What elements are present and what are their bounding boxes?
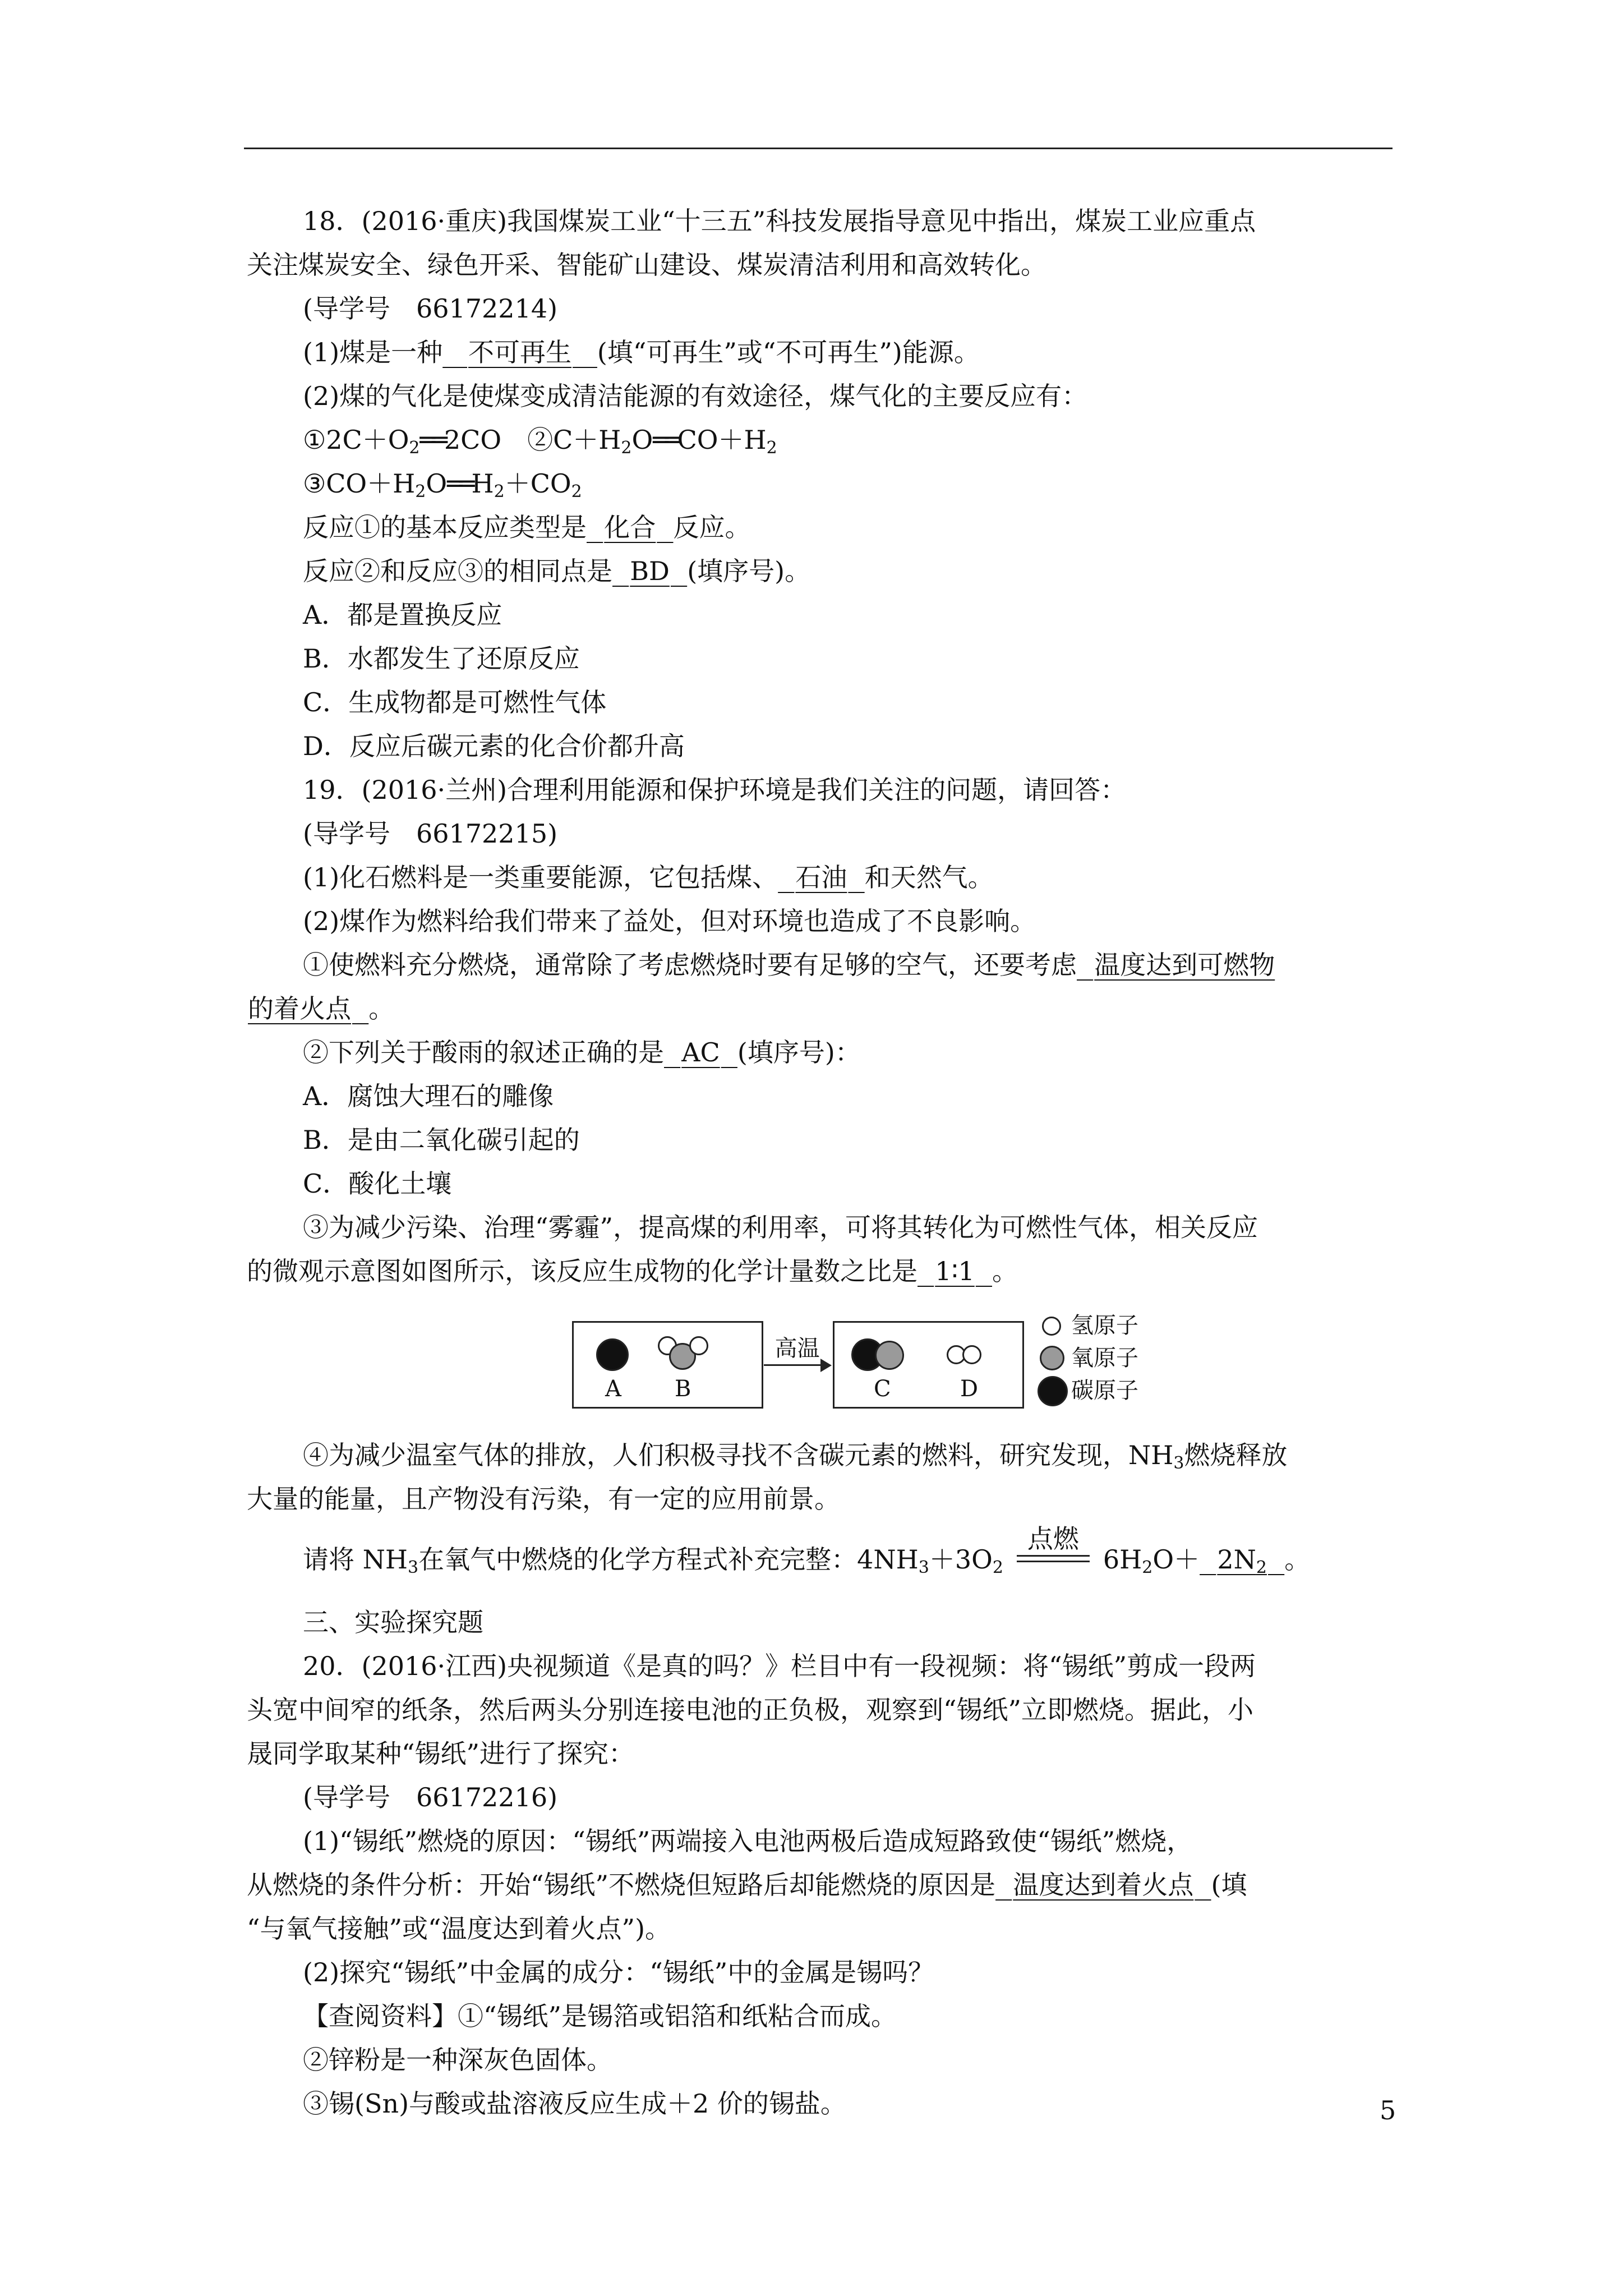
legend-label-carbon: 碳原子 xyxy=(1071,1378,1138,1404)
hydrogen-atom-icon xyxy=(1042,1317,1061,1336)
blank-pad xyxy=(1200,1544,1216,1575)
q19-equation-answer xyxy=(1216,1544,1268,1575)
legend-label-hydrogen: 氢原子 xyxy=(1071,1313,1138,1338)
arrow-head-icon xyxy=(820,1359,832,1372)
q20-line3: 晟同学取某种“锡纸”进行了探究： xyxy=(247,1738,635,1769)
q20-info1: 【查阅资料】①“锡纸”是锡箔或铝箔和纸粘合而成。 xyxy=(303,2001,897,2031)
q19-part2: (2)煤作为燃料给我们带来了益处，但对环境也造成了不良影响。 xyxy=(303,906,1036,936)
q19-sub1-line1 xyxy=(247,943,1396,987)
q19-sub1-line2 xyxy=(247,987,1396,1030)
equals-line xyxy=(1017,1555,1090,1557)
reaction-type-answer: 化合 xyxy=(604,512,656,542)
arrow-condition-label: 高温 xyxy=(774,1336,820,1361)
q18-option: C．生成物都是可燃性气体 xyxy=(303,687,607,717)
blank-pad xyxy=(1077,950,1093,980)
q19-sub3-line2 xyxy=(247,1249,1396,1293)
eq-text: ③CO＋H xyxy=(303,468,416,499)
blank-pad xyxy=(442,337,467,367)
blank-pad xyxy=(917,1256,934,1286)
q18-part2: (2)煤的气化是使煤变成清洁能源的有效途径，煤气化的主要反应有： xyxy=(303,381,1088,411)
q20-part2: (2)探究“锡纸”中金属的成分：“锡纸”中的金属是锡吗？ xyxy=(303,1957,934,1987)
arrow-line xyxy=(764,1364,823,1366)
q20-part1-line1: (1)“锡纸”燃烧的原因：“锡纸”两端接入电池两极后造成短路致使“锡纸”燃烧， xyxy=(303,1826,1193,1856)
q19-sub2-answer: AC xyxy=(681,1037,720,1068)
oxygen-atom-icon xyxy=(1040,1346,1064,1370)
products-box xyxy=(833,1321,1024,1409)
oxygen-atom-icon xyxy=(875,1341,904,1370)
page-content xyxy=(247,199,1396,2125)
molecule-label-a: A xyxy=(605,1376,621,1402)
blank-pad xyxy=(352,993,368,1024)
q20-part1-suffix: (填 xyxy=(1211,1870,1247,1900)
q18-option: A．都是置换反应 xyxy=(303,600,502,630)
q18-common-point xyxy=(247,549,1396,593)
blank-pad xyxy=(612,556,629,586)
q18-guide-number: (导学号 66172214) xyxy=(303,293,558,324)
eq-text: ＋3O xyxy=(929,1544,993,1575)
eq-text: 2CO ②C＋H xyxy=(444,425,621,455)
q20-part1-line3: “与氧气接触”或“温度达到着火点”)。 xyxy=(247,1913,671,1944)
legend-row-hydrogen xyxy=(1038,1310,1183,1342)
blank-pad xyxy=(671,556,687,586)
blank-pad xyxy=(573,337,597,367)
eq-subscript: 3 xyxy=(1173,1453,1184,1473)
blank-pad xyxy=(587,512,603,542)
legend-row-oxygen xyxy=(1038,1342,1183,1375)
q19-sub4-text: ④为减少温室气体的排放，人们积极寻找不含碳元素的燃料，研究发现，NH xyxy=(303,1440,1174,1470)
q19-option: A．腐蚀大理石的雕像 xyxy=(303,1081,554,1111)
q19-sub1-prefix: ①使燃料充分燃烧，通常除了考虑燃烧时要有足够的空气，还要考虑 xyxy=(303,950,1077,980)
q18-option: D．反应后碳元素的化合价都升高 xyxy=(303,731,685,761)
eq-text: 6H xyxy=(1103,1544,1142,1575)
q19-guide-number: (导学号 66172215) xyxy=(303,818,558,849)
q19-part1-suffix: 和天然气。 xyxy=(864,862,994,892)
blank-pad xyxy=(995,1870,1012,1900)
eq-subscript: 3 xyxy=(408,1558,419,1577)
legend-row-carbon xyxy=(1038,1375,1183,1407)
reaction-type-suffix: 反应。 xyxy=(673,512,751,542)
hydrogen-atom-icon xyxy=(962,1345,981,1364)
q20-guide-number: (导学号 66172216) xyxy=(303,1782,558,1812)
q19-part1-prefix: (1)化石燃料是一类重要能源，它包括煤、 xyxy=(303,862,778,892)
q19-sub1-answer-part1: 温度达到可燃物 xyxy=(1094,950,1275,980)
common-point-prefix: 反应②和反应③的相同点是 xyxy=(303,556,612,586)
blank-pad xyxy=(1195,1870,1211,1900)
eq-subscript: 2 xyxy=(571,482,582,501)
q19-sub4-text: 燃烧释放 xyxy=(1184,1440,1288,1470)
blank-pad xyxy=(721,1037,737,1068)
q19-option: B．是由二氧化碳引起的 xyxy=(303,1125,580,1155)
q18-reaction-type xyxy=(247,505,1396,549)
eq-sign: ══ xyxy=(419,425,444,455)
q19-sub4-line1 xyxy=(247,1433,1396,1477)
eq-subscript: 2 xyxy=(409,438,420,458)
q20-part1-prefix: 从燃烧的条件分析：开始“锡纸”不燃烧但短路后却能燃烧的原因是 xyxy=(247,1870,996,1900)
eq-sign: ══ xyxy=(447,468,472,499)
eq-subscript: 2 xyxy=(621,438,632,458)
eq-text: CO＋H xyxy=(677,425,767,455)
blank-pad xyxy=(976,1256,992,1286)
molecule-label-c: C xyxy=(874,1376,891,1402)
section-heading: 三、实验探究题 xyxy=(303,1607,483,1637)
header-rule xyxy=(244,148,1393,149)
q18-part1-prefix: (1)煤是一种 xyxy=(303,337,443,367)
q20-info2: ②锌粉是一种深灰色固体。 xyxy=(303,2045,612,2075)
atom-legend xyxy=(1038,1310,1183,1407)
q19-sub3-line1: ③为减少污染、治理“雾霾”，提高煤的利用率，可将其转化为可燃性气体，相关反应 xyxy=(303,1212,1258,1243)
eq-text: O xyxy=(426,468,448,499)
equals-line xyxy=(1017,1561,1090,1562)
blank-pad xyxy=(664,1037,680,1068)
blank-pad xyxy=(848,862,864,892)
q20-line2: 头宽中间窄的纸条，然后两头分别连接电池的正负极，观察到“锡纸”立即燃烧。据此，小 xyxy=(247,1695,1254,1725)
reaction-diagram xyxy=(572,1310,1509,1416)
q19-part1 xyxy=(247,855,1396,899)
q19-sub2-suffix: (填序号)： xyxy=(737,1037,861,1068)
legend-label-oxygen: 氧原子 xyxy=(1071,1345,1138,1371)
q19-part1-answer: 石油 xyxy=(795,862,847,892)
eq-sign: ══ xyxy=(653,425,677,455)
molecule-label-b: B xyxy=(675,1376,691,1402)
q18-part1-suffix: (填“可再生”或“不可再生”)能源。 xyxy=(597,337,980,367)
q18-equations-1-2 xyxy=(247,418,1396,462)
blank-pad xyxy=(657,512,673,542)
carbon-atom-icon xyxy=(1038,1376,1068,1406)
q19-sub3-suffix: 。 xyxy=(992,1256,1018,1286)
eq-answer-text: 2N xyxy=(1217,1544,1256,1575)
q20-info3: ③锡(Sn)与酸或盐溶液反应生成＋2 价的锡盐。 xyxy=(303,2088,846,2119)
hydrogen-atom-icon xyxy=(689,1336,708,1355)
eq-subscript: 2 xyxy=(415,482,426,501)
eq-text: 在氧气中燃烧的化学方程式补充完整：4NH xyxy=(418,1544,919,1575)
q20-line1: 20．(2016·江西)央视频道《是真的吗？》栏目中有一段视频：将“锡纸”剪成一段两 xyxy=(303,1651,1256,1681)
q19-sub2-prefix: ②下列关于酸雨的叙述正确的是 xyxy=(303,1037,664,1068)
eq-text: 请将 NH xyxy=(303,1544,408,1575)
eq-text: H xyxy=(471,468,494,499)
common-point-suffix: (填序号)。 xyxy=(687,556,811,586)
q18-part1-answer: 不可再生 xyxy=(468,337,572,367)
common-point-answer: BD xyxy=(630,556,670,586)
q19-sub3-prefix: 的微观示意图如图所示，该反应生成物的化学计量数之比是 xyxy=(247,1256,917,1286)
carbon-atom-icon xyxy=(596,1338,629,1371)
blank-pad xyxy=(1268,1544,1284,1575)
eq-text: O＋ xyxy=(1152,1544,1200,1575)
reaction-type-prefix: 反应①的基本反应类型是 xyxy=(303,512,587,542)
q19-equation-line xyxy=(247,1524,1396,1581)
eq-subscript: 2 xyxy=(1142,1558,1153,1577)
condition-label: 点燃 xyxy=(1027,1524,1079,1554)
page-number: 5 xyxy=(1380,2095,1396,2125)
reaction-arrow xyxy=(762,1335,833,1391)
q19-sub4-line2: 大量的能量，且产物没有污染，有一定的应用前景。 xyxy=(247,1484,840,1514)
blank-pad xyxy=(778,862,794,892)
q18-line2: 关注煤炭安全、绿色开采、智能矿山建设、煤炭清洁利用和高效转化。 xyxy=(247,250,1046,280)
q19-sub2 xyxy=(247,1030,1396,1074)
q19-option: C．酸化土壤 xyxy=(303,1168,452,1199)
molecule-label-d: D xyxy=(960,1376,979,1402)
q18-equation-3 xyxy=(247,462,1396,505)
eq-text: ＋CO xyxy=(504,468,571,499)
eq-subscript: 2 xyxy=(766,438,777,458)
reactants-box xyxy=(572,1321,763,1409)
reaction-condition-sign xyxy=(1011,1524,1095,1576)
q19-line1: 19．(2016·兰州)合理利用能源和保护环境是我们关注的问题，请回答： xyxy=(303,775,1127,805)
q18-option: B．水都发生了还原反应 xyxy=(303,643,580,674)
eq-subscript: 2 xyxy=(494,482,505,501)
eq-subscript: 2 xyxy=(992,1558,1003,1577)
q20-part1-answer: 温度达到着火点 xyxy=(1013,1870,1194,1900)
q19-sub1-answer-part2: 的着火点 xyxy=(248,993,351,1024)
eq-subscript: 3 xyxy=(918,1558,929,1577)
eq-text: 。 xyxy=(1284,1544,1311,1575)
q19-sub3-answer: 1∶1 xyxy=(935,1256,975,1286)
q20-part1-line2 xyxy=(247,1863,1396,1907)
q18-part1 xyxy=(247,330,1396,374)
eq-subscript: 2 xyxy=(1256,1558,1267,1577)
eq-text: O xyxy=(631,425,653,455)
q18-line1: 18．(2016·重庆)我国煤炭工业“十三五”科技发展指导意见中指出，煤炭工业应重点 xyxy=(303,206,1256,236)
eq-text: ①2C＋O xyxy=(303,425,409,455)
q19-sub1-suffix: 。 xyxy=(368,993,395,1024)
